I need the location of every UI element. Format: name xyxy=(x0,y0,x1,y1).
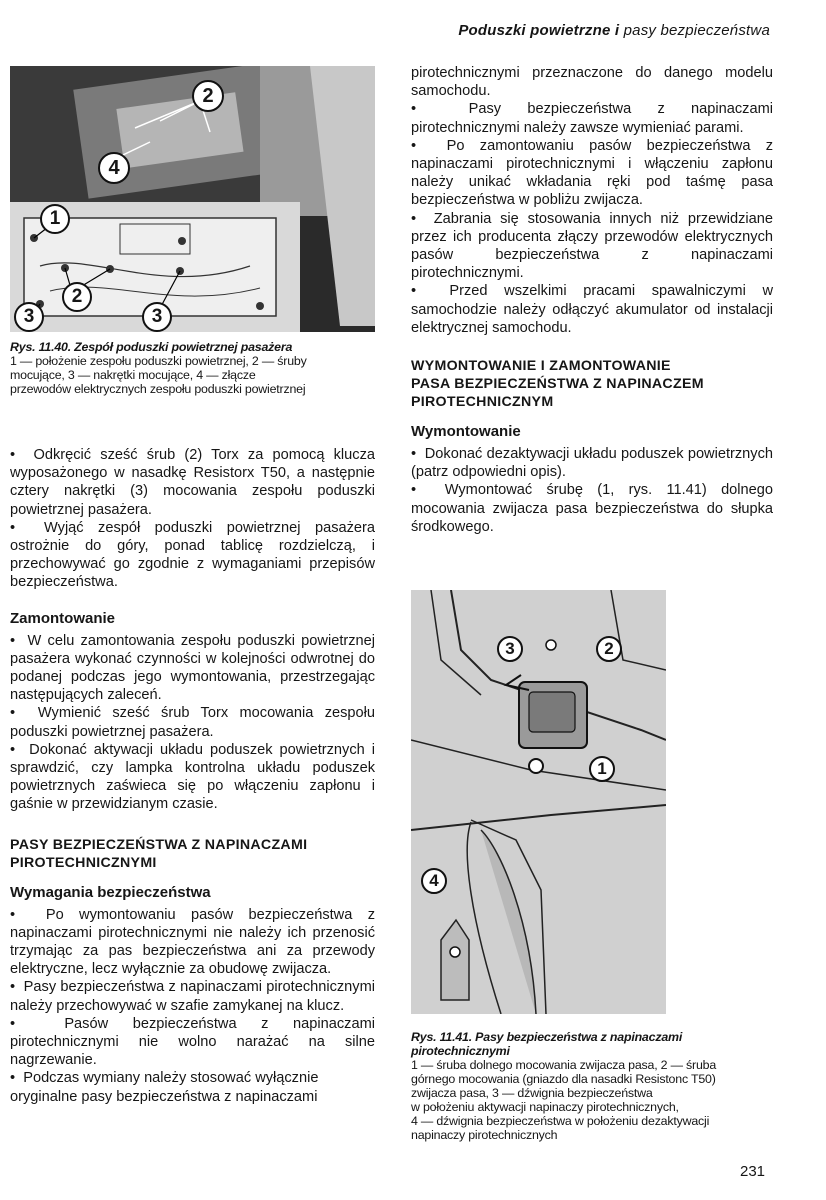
running-head-bold: Poduszki powietrzne xyxy=(458,22,611,39)
callout-2: 2 xyxy=(596,636,622,662)
paragraph: • Zabrania się stosowania innych niż przewidziane przez ich producenta złączy przewodów elektrycznych pasów bezpieczeństwa z napinaczami pirotechnicznymi. xyxy=(411,210,773,283)
callout-4: 4 xyxy=(98,152,130,184)
paragraph: • Podczas wymiany należy stosować wyłącznie oryginalne pasy bezpieczeństwa z napinaczami xyxy=(10,1069,375,1105)
page-number: 231 xyxy=(740,1163,766,1180)
caption-line: 1 — śruba dolnego mocowania zwijacza pasa, 2 — śruba xyxy=(411,1058,717,1072)
figure-11-40 xyxy=(10,66,375,332)
paragraph: • Wymienić sześć śrub Torx mocowania zespołu poduszki powietrznej pasażera. xyxy=(10,704,375,740)
seat-belt-pretensioner-drawing xyxy=(411,590,666,1014)
callout-3-right: 3 xyxy=(142,302,172,332)
running-head-rest: pasy bezpieczeństwa xyxy=(623,22,770,39)
caption-line: w położeniu aktywacji napinaczy pirotechnicznych, xyxy=(411,1100,679,1114)
caption-line: 1 — położenie zespołu poduszki powietrznej, 2 — śruby xyxy=(10,354,307,368)
left-column xyxy=(10,446,375,1106)
paragraph: • Dokonać aktywacji układu poduszek powietrznych i sprawdzić, czy lampka kontrolna układu poduszek powietrznych zaświeca się po włączeniu zapłonu i gaśnie w przewidzianym czasie. xyxy=(10,741,375,814)
paragraph: • Przed wszelkimi pracami spawalniczymi w samochodzie należy odłączyć akumulator od instalacji elektrycznej samochodu. xyxy=(411,282,773,337)
figure-11-41-caption xyxy=(411,1030,773,1142)
running-head xyxy=(360,22,770,39)
paragraph: • Pasy bezpieczeństwa z napinaczami pirotechnicznymi należy przechowywać w szafie zamykanej na klucz. xyxy=(10,978,375,1014)
paragraph: pirotechnicznymi przeznaczone do danego modelu samochodu. xyxy=(411,65,773,100)
paragraph: • Pasów bezpieczeństwa z napinaczami pirotechnicznymi nie wolno narażać na silne nagrzewanie. xyxy=(10,1015,375,1070)
paragraph: • Po zamontowaniu pasów bezpieczeństwa z napinaczami pirotechnicznymi i włączeniu zapłonu należy unikać wkładania ręki pod taśmę pasa bezpieczeństwa w pobliżu zwijacza. xyxy=(411,137,773,210)
subheading-wymagania: Wymagania bezpieczeństwa xyxy=(10,883,211,901)
caption-line: górnego mocowania (gniazdo dla nasadki Resistonc T50) xyxy=(411,1072,716,1086)
subheading-wymontowanie: Wymontowanie xyxy=(411,423,521,441)
callout-3-left: 3 xyxy=(14,302,44,332)
callout-1: 1 xyxy=(40,204,70,234)
figure-11-41 xyxy=(411,590,666,1014)
callout-2-bottom: 2 xyxy=(62,282,92,312)
caption-title: Rys. 11.40. Zespół poduszki powietrznej pasażera xyxy=(10,340,293,354)
paragraph: • Odkręcić sześć śrub (2) Torx za pomocą klucza wyposażonego w nasadkę Resistorx T50, a następnie cztery nakrętki (3) mocowania zespołu poduszki powietrznej pasażera. xyxy=(10,446,375,519)
paragraph: • W celu zamontowania zespołu poduszki powietrznej pasażera wykonać czynności w kolejności odwrotnej do podanej podczas jego wymontowania, przestrzegając następujących zaleceń. xyxy=(10,632,375,705)
running-head-i: i xyxy=(614,22,620,39)
caption-title: Rys. 11.41. Pasy bezpieczeństwa z napinaczami xyxy=(411,1030,683,1044)
paragraph: • Po wymontowaniu pasów bezpieczeństwa z napinaczami pirotechnicznymi nie należy ich przenosić trzymając za pas bezpieczeństwa ani za przewody elektryczne, lecz wyłącznie za obudowę zwijacza. xyxy=(10,906,375,979)
caption-line: mocujące, 3 — nakrętki mocujące, 4 — złącze xyxy=(10,368,256,382)
section-title-pasy: PASY BEZPIECZEŃSTWA Z NAPINACZAMI PIROTECHNICZNYMI xyxy=(10,836,308,871)
callout-1: 1 xyxy=(589,756,615,782)
caption-line: 4 — dźwignia bezpieczeństwa w położeniu dezaktywacji xyxy=(411,1114,710,1128)
paragraph: • Pasy bezpieczeństwa z napinaczami pirotechnicznymi należy zawsze wymieniać parami. xyxy=(411,100,773,136)
caption-line: przewodów elektrycznych zespołu poduszki powietrznej xyxy=(10,382,306,396)
callout-4: 4 xyxy=(421,868,447,894)
section-title-wymontowanie: WYMONTOWANIE I ZAMONTOWANIE PASA BEZPIECZEŃSTWA Z NAPINACZEM PIROTECHNICZNYM xyxy=(411,358,704,411)
caption-line: zwijacza pasa, 3 — dźwignia bezpieczeństwa xyxy=(411,1086,653,1100)
caption-line: napinaczy pirotechnicznych xyxy=(411,1128,558,1142)
figure-11-40-caption xyxy=(10,340,375,396)
right-column xyxy=(411,64,773,536)
paragraph: • Wymontować śrubę (1, rys. 11.41) dolnego mocowania zwijacza pasa bezpieczeństwa do słupka środkowego. xyxy=(411,481,773,536)
subheading-zamontowanie: Zamontowanie xyxy=(10,609,116,627)
caption-title: pirotechnicznymi xyxy=(411,1044,510,1058)
paragraph: • Wyjąć zespół poduszki powietrznej pasażera ostrożnie do góry, ponad tablicę rozdzielczą, i przechowywać go zgodnie z wymaganiami przepisów bezpieczeństwa. xyxy=(10,519,375,592)
paragraph: • Dokonać dezaktywacji układu poduszek powietrznych (patrz odpowiedni opis). xyxy=(411,445,773,481)
callout-2-top: 2 xyxy=(192,80,224,112)
callout-3: 3 xyxy=(497,636,523,662)
